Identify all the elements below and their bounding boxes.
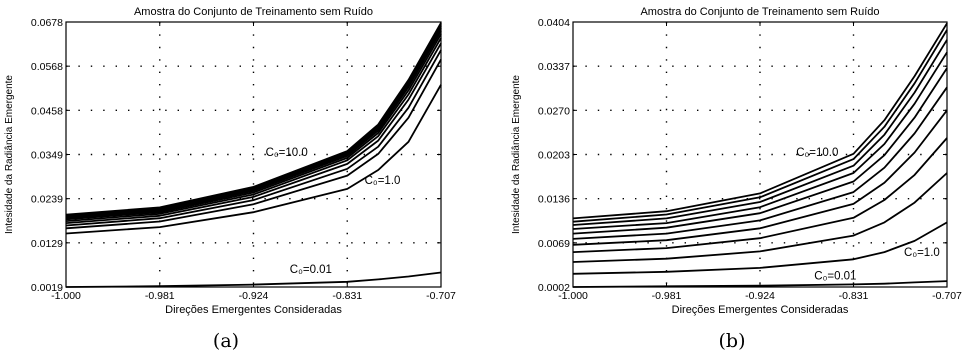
chart-b-y-axis-label: Intesidade da Radiância Emergente xyxy=(511,75,522,234)
chart-b-x-tick-label: -0.924 xyxy=(745,290,775,302)
chart-a-x-tick-label: -0.981 xyxy=(144,290,175,302)
chart-a-y-tick-label: 0.0019 xyxy=(30,282,63,294)
chart-a-x-tick-label: -1.000 xyxy=(51,290,81,302)
chart-a-y-tick-label: 0.0568 xyxy=(30,61,63,74)
chart-a-y-tick-label: 0.0129 xyxy=(30,237,63,250)
chart-b xyxy=(511,6,962,316)
chart-b-y-tick-label: 0.0136 xyxy=(537,193,570,206)
chart-a-series-line-5 xyxy=(66,43,441,223)
chart-b-y-tick-label: 0.0404 xyxy=(537,17,570,29)
chart-b-y-tick-label: 0.0069 xyxy=(537,237,570,250)
chart-a-y-tick-label: 0.0239 xyxy=(30,193,63,206)
chart-a-x-tick-label: -0.831 xyxy=(332,290,363,302)
chart-b-annotation-2: C₀=1.0 xyxy=(904,247,940,260)
chart-b-x-tick-label: -0.831 xyxy=(838,290,869,302)
chart-b-y-tick-label: 0.0270 xyxy=(537,105,570,118)
chart-a-x-axis-label: Direções Emergentes Consideradas xyxy=(165,304,342,316)
chart-a-series-line-6 xyxy=(66,38,441,221)
chart-a-annotation-3: C₀=0.01 xyxy=(289,263,332,276)
chart-a-plot-frame xyxy=(66,22,441,287)
chart-b-series-line-11 xyxy=(573,23,947,218)
chart-a-y-tick-label: 0.0458 xyxy=(30,105,63,118)
chart-a-x-tick-label: -0.707 xyxy=(426,290,456,302)
chart-a-x-tick-label: -0.924 xyxy=(238,290,269,302)
chart-b-x-tick-label: -0.707 xyxy=(932,290,962,302)
chart-b-annotation-1: C₀=10.0 xyxy=(796,146,839,159)
chart-a-y-tick-label: 0.0349 xyxy=(30,149,63,162)
chart-a-series-line-4 xyxy=(66,50,441,225)
chart-a-y-tick-label: 0.0678 xyxy=(30,17,63,29)
chart-b-x-tick-label: -1.000 xyxy=(558,290,588,302)
chart-a xyxy=(4,6,456,316)
chart-b-y-tick-label: 0.0337 xyxy=(537,61,570,74)
chart-a-annotation-2: C₀=1.0 xyxy=(364,175,401,188)
chart-b-y-tick-label: 0.0002 xyxy=(537,282,570,294)
chart-b-annotation-3: C₀=0.01 xyxy=(814,270,857,283)
chart-a-y-axis-label: Intesidade da Radiância Emergente xyxy=(4,75,15,234)
chart-b-y-tick-label: 0.0203 xyxy=(537,149,570,162)
chart-a-title: Amostra do Conjunto de Treinamento sem Ruído xyxy=(133,6,374,18)
caption-b: (b) xyxy=(718,330,746,352)
chart-b-x-tick-label: -0.981 xyxy=(651,290,682,302)
chart-b-x-axis-label: Direções Emergentes Consideradas xyxy=(671,304,849,316)
chart-a-annotation-1: C₀=10.0 xyxy=(265,146,308,159)
caption-a: (a) xyxy=(212,330,240,352)
chart-b-title: Amostra do Conjunto de Treinamento sem Ruído xyxy=(640,6,880,18)
